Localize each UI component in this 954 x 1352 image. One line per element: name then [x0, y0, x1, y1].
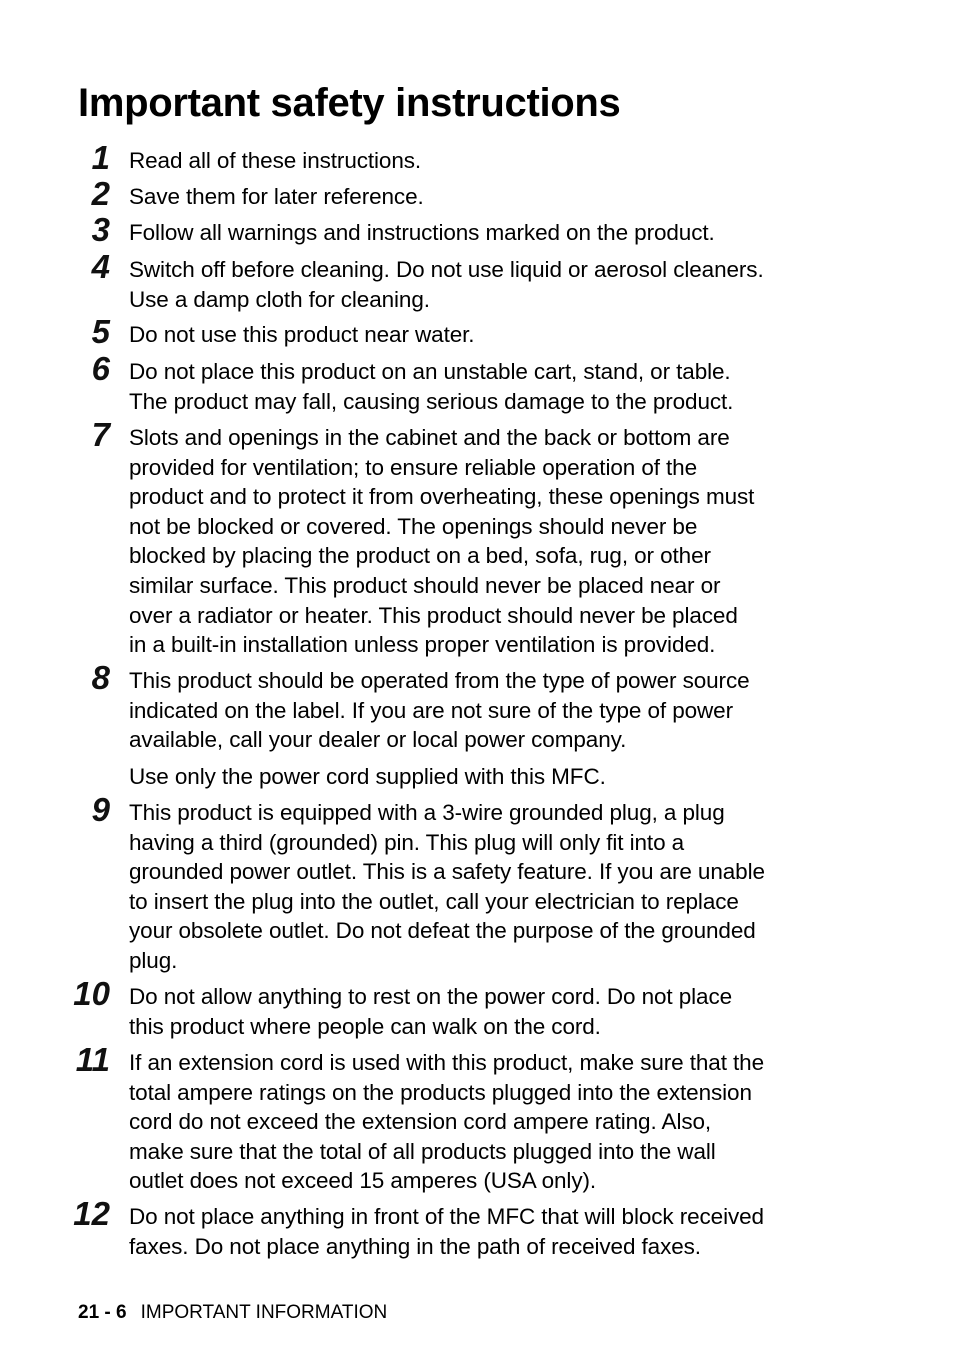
- footer-section-title: IMPORTANT INFORMATION: [140, 1302, 388, 1323]
- item-text: Use only the power cord supplied with this MFC.: [129, 764, 606, 789]
- item-text: If an extension cord is used with this product, make sure that the total ampere ratings on the products plugged into the extension cord do not exceed the extension cord ampere rating. Also, make sure that the total of all products plugged into the wall outlet does not exceed 15 amperes (USA only).: [129, 1050, 764, 1194]
- item-text: Do not use this product near water.: [129, 322, 475, 347]
- item-number: 11: [75, 1041, 110, 1078]
- item-number: 4: [91, 248, 110, 285]
- item-text: Do not place this product on an unstable cart, stand, or table. The product may fall, causing serious damage to the product.: [129, 359, 734, 414]
- item-number: 6: [91, 350, 110, 387]
- item-text: This product is equipped with a 3-wire grounded plug, a plug having a third (grounded) pin. This plug will only fit into a grounded power outlet. This is a safety feature. If you are unable to insert the plug into the outlet, call your electrician to replace your obsolete outlet. Do not defeat the purpose of the grounded plug.: [129, 800, 765, 973]
- item-number: 9: [91, 791, 110, 828]
- page-title: Important safety instructions: [78, 81, 621, 125]
- item-text: This product should be operated from the type of power source indicated on the label. If you are not sure of the type of power available, call your dealer or local power company.: [129, 668, 750, 753]
- item-text: Read all of these instructions.: [129, 148, 422, 173]
- item-text: Do not place anything in front of the MFC that will block received faxes. Do not place anything in the path of received faxes.: [129, 1204, 764, 1259]
- item-number: 2: [91, 175, 110, 212]
- footer-page-number: 21 - 6: [78, 1302, 127, 1323]
- item-text: Switch off before cleaning. Do not use liquid or aerosol cleaners. Use a damp cloth for cleaning.: [129, 257, 764, 312]
- item-text: Do not allow anything to rest on the power cord. Do not place this product where people can walk on the cord.: [129, 984, 733, 1039]
- page-footer: [78, 1302, 387, 1324]
- item-text: Slots and openings in the cabinet and the back or bottom are provided for ventilation; to ensure reliable operation of the product and to protect it from overheating, these openings must not be blocked or covered. The openings should never be blocked by placing the product on a bed, sofa, rug, or other similar surface. This product should never be placed near or over a radiator or heater. This product should never be placed in a built-in installation unless proper ventilation is provided.: [129, 425, 755, 658]
- item-text: Follow all warnings and instructions marked on the product.: [129, 220, 715, 245]
- item-number: 10: [73, 975, 110, 1012]
- item-number: 3: [91, 211, 110, 248]
- item-number: 7: [91, 416, 110, 453]
- item-number: 5: [91, 313, 110, 350]
- item-number: 12: [73, 1195, 110, 1232]
- item-text: Save them for later reference.: [129, 184, 424, 209]
- item-number: 8: [91, 659, 110, 696]
- item-number: 1: [91, 139, 110, 176]
